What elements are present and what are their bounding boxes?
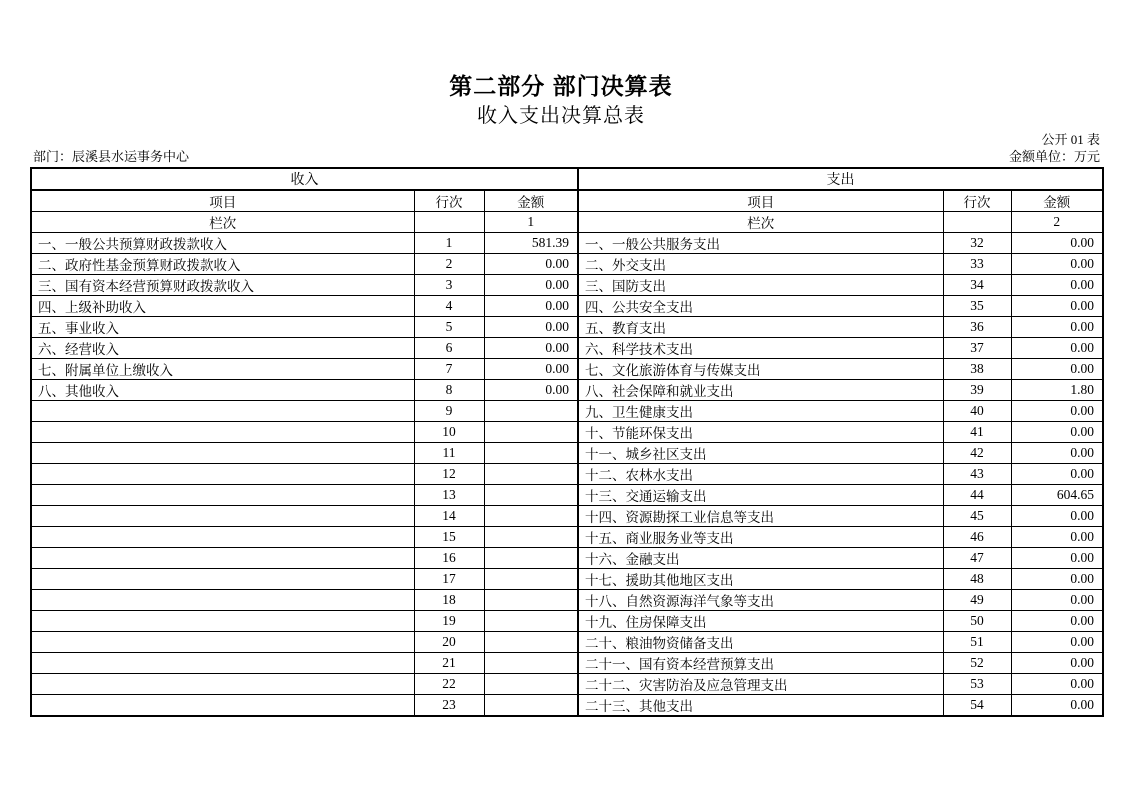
income-item-cell <box>31 695 414 717</box>
income-index-line-cell <box>414 212 484 233</box>
income-line-cell: 22 <box>414 674 484 695</box>
income-amount-cell: 0.00 <box>484 275 578 296</box>
expense-item-cell: 九、卫生健康支出 <box>578 401 943 422</box>
table-row <box>31 233 1103 254</box>
expense-amount-cell: 0.00 <box>1011 611 1103 632</box>
table-row <box>31 296 1103 317</box>
expense-line-cell: 40 <box>943 401 1011 422</box>
column-header-row <box>31 190 1103 212</box>
expense-amount-cell: 0.00 <box>1011 359 1103 380</box>
expense-item-cell: 二十、粮油物资储备支出 <box>578 632 943 653</box>
table-row <box>31 611 1103 632</box>
expense-index-label: 栏次 <box>578 212 943 233</box>
income-line-cell: 21 <box>414 653 484 674</box>
table-row <box>31 317 1103 338</box>
income-amount-cell <box>484 548 578 569</box>
income-amount-cell <box>484 653 578 674</box>
income-item-column-header: 项目 <box>31 190 414 212</box>
expense-item-cell: 六、科学技术支出 <box>578 338 943 359</box>
table-row <box>31 338 1103 359</box>
income-item-cell <box>31 443 414 464</box>
income-amount-cell <box>484 695 578 717</box>
table-row <box>31 380 1103 401</box>
table-row <box>31 569 1103 590</box>
income-item-cell <box>31 485 414 506</box>
income-line-cell: 12 <box>414 464 484 485</box>
expense-index-value: 2 <box>1011 212 1103 233</box>
table-row <box>31 632 1103 653</box>
expense-amount-cell: 1.80 <box>1011 380 1103 401</box>
table-row <box>31 653 1103 674</box>
expense-item-cell: 二十二、灾害防治及应急管理支出 <box>578 674 943 695</box>
income-item-cell <box>31 548 414 569</box>
income-item-cell <box>31 653 414 674</box>
income-item-cell: 五、事业收入 <box>31 317 414 338</box>
income-expense-table <box>30 167 1104 717</box>
income-amount-cell <box>484 632 578 653</box>
table-row <box>31 548 1103 569</box>
income-line-cell: 4 <box>414 296 484 317</box>
expense-amount-cell: 0.00 <box>1011 464 1103 485</box>
expense-item-cell: 十六、金融支出 <box>578 548 943 569</box>
expense-amount-cell: 604.65 <box>1011 485 1103 506</box>
income-line-cell: 2 <box>414 254 484 275</box>
expense-line-cell: 41 <box>943 422 1011 443</box>
table-code: 公开 01 表 <box>1041 132 1100 147</box>
table-row <box>31 275 1103 296</box>
expense-section-header: 支出 <box>578 168 1103 190</box>
table-row <box>31 590 1103 611</box>
expense-line-cell: 53 <box>943 674 1011 695</box>
expense-amount-cell: 0.00 <box>1011 233 1103 254</box>
expense-line-cell: 51 <box>943 632 1011 653</box>
income-line-cell: 19 <box>414 611 484 632</box>
expense-line-cell: 49 <box>943 590 1011 611</box>
expense-line-cell: 52 <box>943 653 1011 674</box>
income-amount-cell: 0.00 <box>484 359 578 380</box>
expense-amount-column-header: 金额 <box>1011 190 1103 212</box>
expense-line-cell: 34 <box>943 275 1011 296</box>
expense-line-cell: 32 <box>943 233 1011 254</box>
unit-label: 金额单位：万元 <box>1008 149 1100 164</box>
expense-item-cell: 二十一、国有资本经营预算支出 <box>578 653 943 674</box>
expense-item-cell: 五、教育支出 <box>578 317 943 338</box>
table-title: 收入支出决算总表 <box>477 105 645 127</box>
table-row <box>31 359 1103 380</box>
income-item-cell <box>31 506 414 527</box>
income-line-cell: 3 <box>414 275 484 296</box>
expense-line-column-header: 行次 <box>943 190 1011 212</box>
table-row <box>31 674 1103 695</box>
expense-amount-cell: 0.00 <box>1011 548 1103 569</box>
expense-item-cell: 二、外交支出 <box>578 254 943 275</box>
expense-line-cell: 39 <box>943 380 1011 401</box>
income-line-cell: 6 <box>414 338 484 359</box>
expense-amount-cell: 0.00 <box>1011 674 1103 695</box>
income-amount-cell: 0.00 <box>484 317 578 338</box>
income-amount-cell <box>484 443 578 464</box>
income-item-cell: 一、一般公共预算财政拨款收入 <box>31 233 414 254</box>
expense-amount-cell: 0.00 <box>1011 695 1103 717</box>
expense-item-cell: 十五、商业服务业等支出 <box>578 527 943 548</box>
table-meta <box>30 132 1102 165</box>
meta-row <box>30 149 1102 165</box>
income-item-cell: 三、国有资本经营预算财政拨款收入 <box>31 275 414 296</box>
income-amount-cell: 0.00 <box>484 254 578 275</box>
table-row <box>31 422 1103 443</box>
expense-amount-cell: 0.00 <box>1011 632 1103 653</box>
column-index-row <box>31 212 1103 233</box>
income-item-cell: 七、附属单位上缴收入 <box>31 359 414 380</box>
income-line-cell: 13 <box>414 485 484 506</box>
income-line-cell: 20 <box>414 632 484 653</box>
income-line-column-header: 行次 <box>414 190 484 212</box>
expense-amount-cell: 0.00 <box>1011 317 1103 338</box>
income-amount-cell <box>484 506 578 527</box>
expense-item-cell: 三、国防支出 <box>578 275 943 296</box>
expense-line-cell: 45 <box>943 506 1011 527</box>
income-line-cell: 14 <box>414 506 484 527</box>
expense-item-cell: 十一、城乡社区支出 <box>578 443 943 464</box>
table-row <box>31 254 1103 275</box>
income-line-cell: 9 <box>414 401 484 422</box>
section-title: 第二部分 部门决算表 <box>449 73 673 99</box>
expense-amount-cell: 0.00 <box>1011 443 1103 464</box>
income-amount-cell <box>484 401 578 422</box>
table-row <box>31 443 1103 464</box>
income-amount-cell: 0.00 <box>484 380 578 401</box>
income-item-cell <box>31 611 414 632</box>
expense-item-cell: 十八、自然资源海洋气象等支出 <box>578 590 943 611</box>
expense-item-cell: 十三、交通运输支出 <box>578 485 943 506</box>
expense-item-cell: 十四、资源勘探工业信息等支出 <box>578 506 943 527</box>
income-line-cell: 7 <box>414 359 484 380</box>
table-row <box>31 464 1103 485</box>
expense-item-cell: 八、社会保障和就业支出 <box>578 380 943 401</box>
income-amount-cell <box>484 674 578 695</box>
expense-item-cell: 一、一般公共服务支出 <box>578 233 943 254</box>
expense-line-cell: 38 <box>943 359 1011 380</box>
income-amount-cell: 581.39 <box>484 233 578 254</box>
expense-amount-cell: 0.00 <box>1011 590 1103 611</box>
income-line-cell: 11 <box>414 443 484 464</box>
expense-line-cell: 54 <box>943 695 1011 717</box>
expense-amount-cell: 0.00 <box>1011 653 1103 674</box>
income-item-cell <box>31 674 414 695</box>
table-body <box>31 233 1103 717</box>
expense-line-cell: 48 <box>943 569 1011 590</box>
expense-item-cell: 十二、农林水支出 <box>578 464 943 485</box>
document-header <box>0 0 1122 128</box>
expense-index-line-cell <box>943 212 1011 233</box>
table-row <box>31 695 1103 717</box>
expense-amount-cell: 0.00 <box>1011 401 1103 422</box>
income-item-cell: 六、经营收入 <box>31 338 414 359</box>
income-line-cell: 18 <box>414 590 484 611</box>
expense-line-cell: 35 <box>943 296 1011 317</box>
table-row <box>31 527 1103 548</box>
income-line-cell: 23 <box>414 695 484 717</box>
income-amount-cell <box>484 527 578 548</box>
income-line-cell: 17 <box>414 569 484 590</box>
income-amount-column-header: 金额 <box>484 190 578 212</box>
income-amount-cell <box>484 422 578 443</box>
expense-amount-cell: 0.00 <box>1011 254 1103 275</box>
income-index-value: 1 <box>484 212 578 233</box>
table-row <box>31 401 1103 422</box>
expense-amount-cell: 0.00 <box>1011 422 1103 443</box>
expense-line-cell: 43 <box>943 464 1011 485</box>
income-line-cell: 16 <box>414 548 484 569</box>
income-item-cell <box>31 401 414 422</box>
income-line-cell: 10 <box>414 422 484 443</box>
expense-amount-cell: 0.00 <box>1011 275 1103 296</box>
expense-item-cell: 十七、援助其他地区支出 <box>578 569 943 590</box>
expense-amount-cell: 0.00 <box>1011 296 1103 317</box>
expense-line-cell: 50 <box>943 611 1011 632</box>
expense-line-cell: 44 <box>943 485 1011 506</box>
income-item-cell <box>31 590 414 611</box>
income-item-cell <box>31 464 414 485</box>
expense-amount-cell: 0.00 <box>1011 338 1103 359</box>
income-amount-cell: 0.00 <box>484 296 578 317</box>
income-amount-cell: 0.00 <box>484 338 578 359</box>
income-item-cell: 四、上级补助收入 <box>31 296 414 317</box>
expense-item-cell: 十九、住房保障支出 <box>578 611 943 632</box>
expense-line-cell: 47 <box>943 548 1011 569</box>
expense-item-cell: 十、节能环保支出 <box>578 422 943 443</box>
expense-line-cell: 36 <box>943 317 1011 338</box>
expense-line-cell: 33 <box>943 254 1011 275</box>
income-amount-cell <box>484 464 578 485</box>
income-amount-cell <box>484 569 578 590</box>
expense-item-cell: 七、文化旅游体育与传媒支出 <box>578 359 943 380</box>
income-item-cell <box>31 569 414 590</box>
expense-amount-cell: 0.00 <box>1011 569 1103 590</box>
income-section-header: 收入 <box>31 168 578 190</box>
income-line-cell: 8 <box>414 380 484 401</box>
income-item-cell <box>31 632 414 653</box>
income-line-cell: 15 <box>414 527 484 548</box>
expense-item-cell: 四、公共安全支出 <box>578 296 943 317</box>
income-line-cell: 1 <box>414 233 484 254</box>
income-item-cell <box>31 422 414 443</box>
expense-amount-cell: 0.00 <box>1011 527 1103 548</box>
department-label: 部门：辰溪县水运事务中心 <box>33 149 190 164</box>
income-amount-cell <box>484 485 578 506</box>
table-row <box>31 485 1103 506</box>
income-amount-cell <box>484 590 578 611</box>
income-item-cell <box>31 527 414 548</box>
expense-line-cell: 46 <box>943 527 1011 548</box>
expense-line-cell: 42 <box>943 443 1011 464</box>
section-header-row <box>31 168 1103 190</box>
income-item-cell: 二、政府性基金预算财政拨款收入 <box>31 254 414 275</box>
income-amount-cell <box>484 611 578 632</box>
income-line-cell: 5 <box>414 317 484 338</box>
expense-item-column-header: 项目 <box>578 190 943 212</box>
income-item-cell: 八、其他收入 <box>31 380 414 401</box>
expense-amount-cell: 0.00 <box>1011 506 1103 527</box>
income-index-label: 栏次 <box>31 212 414 233</box>
expense-item-cell: 二十三、其他支出 <box>578 695 943 717</box>
expense-line-cell: 37 <box>943 338 1011 359</box>
table-row <box>31 506 1103 527</box>
